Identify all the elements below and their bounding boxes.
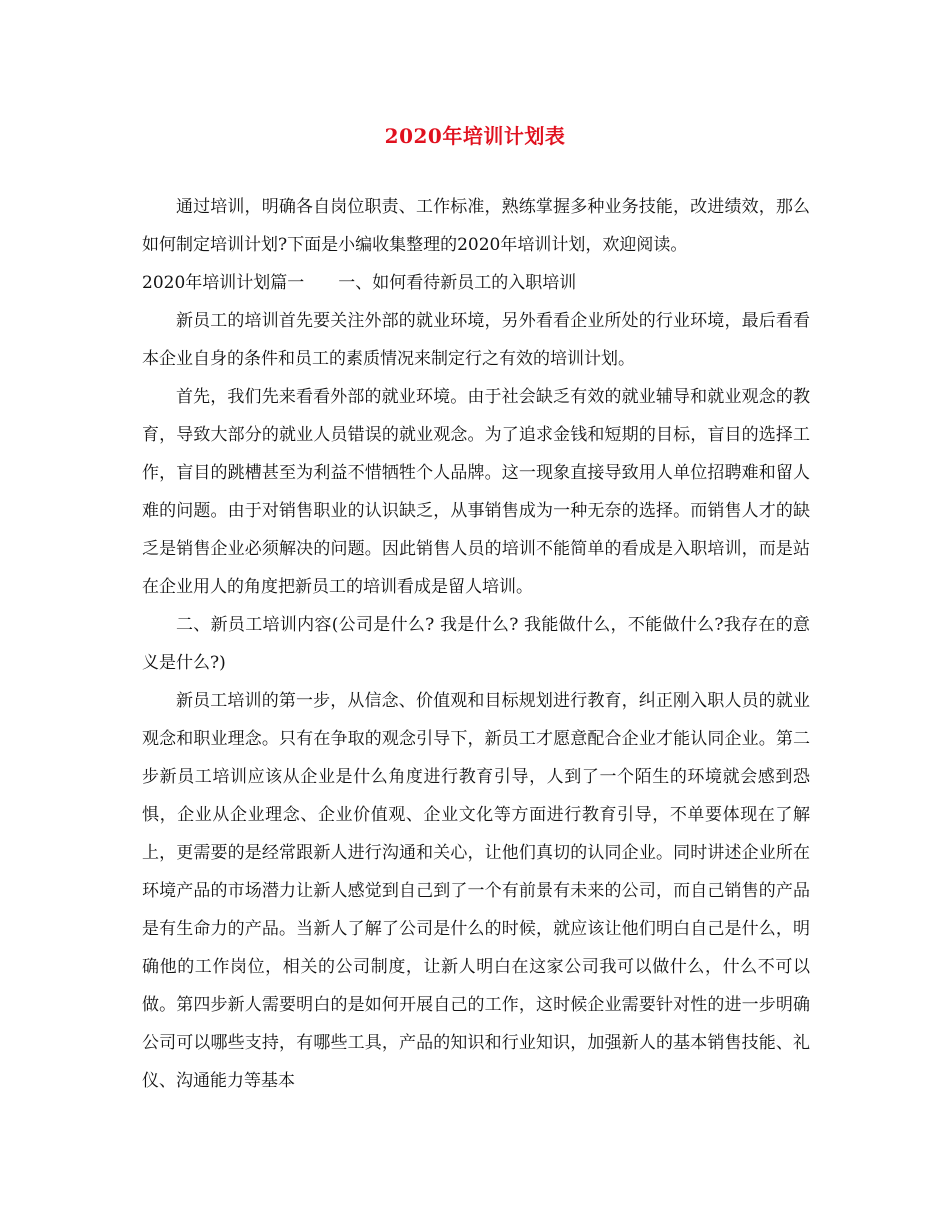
section-header-line [142, 264, 810, 302]
section-label: 2020年培训计划篇一 [142, 273, 305, 293]
document-title: 2020年培训计划表 [384, 124, 566, 148]
body-paragraph: 新员工培训的第一步，从信念、价值观和目标规划进行教育，纠正刚入职人员的就业观念和职业理念。只有在争取的观念引导下，新员工才愿意配合企业才能认同企业。第二步新员工培训应该从企业是什么角度进行教育引导，人到了一个陌生的环境就会感到恐惧，企业从企业理念、企业价值观、企业文化等方面进行教育引导，不单要体现在了解上，更需要的是经常跟新人进行沟通和关心，让他们真切的认同企业。同时讲述企业所在环境产品的市场潜力让新人感觉到自己到了一个有前景有未来的公司，而自己销售的产品是有生命力的产品。当新人了解了公司是什么的时候，就应该让他们明白自己是什么，明确他的工作岗位，相关的公司制度，让新人明白在这家公司我可以做什么，什么不可以做。第四步新人需要明白的是如何开展自己的工作，这时候企业需要针对性的进一步明确公司可以哪些支持，有哪些工具，产品的知识和行业知识，加强新人的基本销售技能、礼仪、沟通能力等基本 [142, 691, 810, 1091]
body-paragraph: 二、新员工培训内容(公司是什么? 我是什么? 我能做什么，不能做什么?我存在的意义是什么?) [142, 615, 810, 673]
body-paragraph: 新员工的培训首先要关注外部的就业环境，另外看看企业所处的行业环境，最后看看本企业自身的条件和员工的素质情况来制定行之有效的培训计划。 [142, 311, 810, 369]
body-paragraph: 首先，我们先来看看外部的就业环境。由于社会缺乏有效的就业辅导和就业观念的教育，导致大部分的就业人员错误的就业观念。为了追求金钱和短期的目标，盲目的选择工作，盲目的跳槽甚至为利益不惜牺牲个人品牌。这一现象直接导致用人单位招聘难和留人难的问题。由于对销售职业的认识缺乏，从事销售成为一种无奈的选择。而销售人才的缺乏是销售企业必须解决的问题。因此销售人员的培训不能简单的看成是入职培训，而是站在企业用人的角度把新员工的培训看成是留人培训。 [142, 387, 810, 597]
section-heading: 一、如何看待新员工的入职培训 [338, 273, 577, 293]
intro-paragraph: 通过培训，明确各自岗位职责、工作标准，熟练掌握多种业务技能，改进绩效，那么如何制定培训计划?下面是小编收集整理的2020年培训计划，欢迎阅读。 [142, 197, 810, 255]
document-body [142, 188, 810, 1100]
